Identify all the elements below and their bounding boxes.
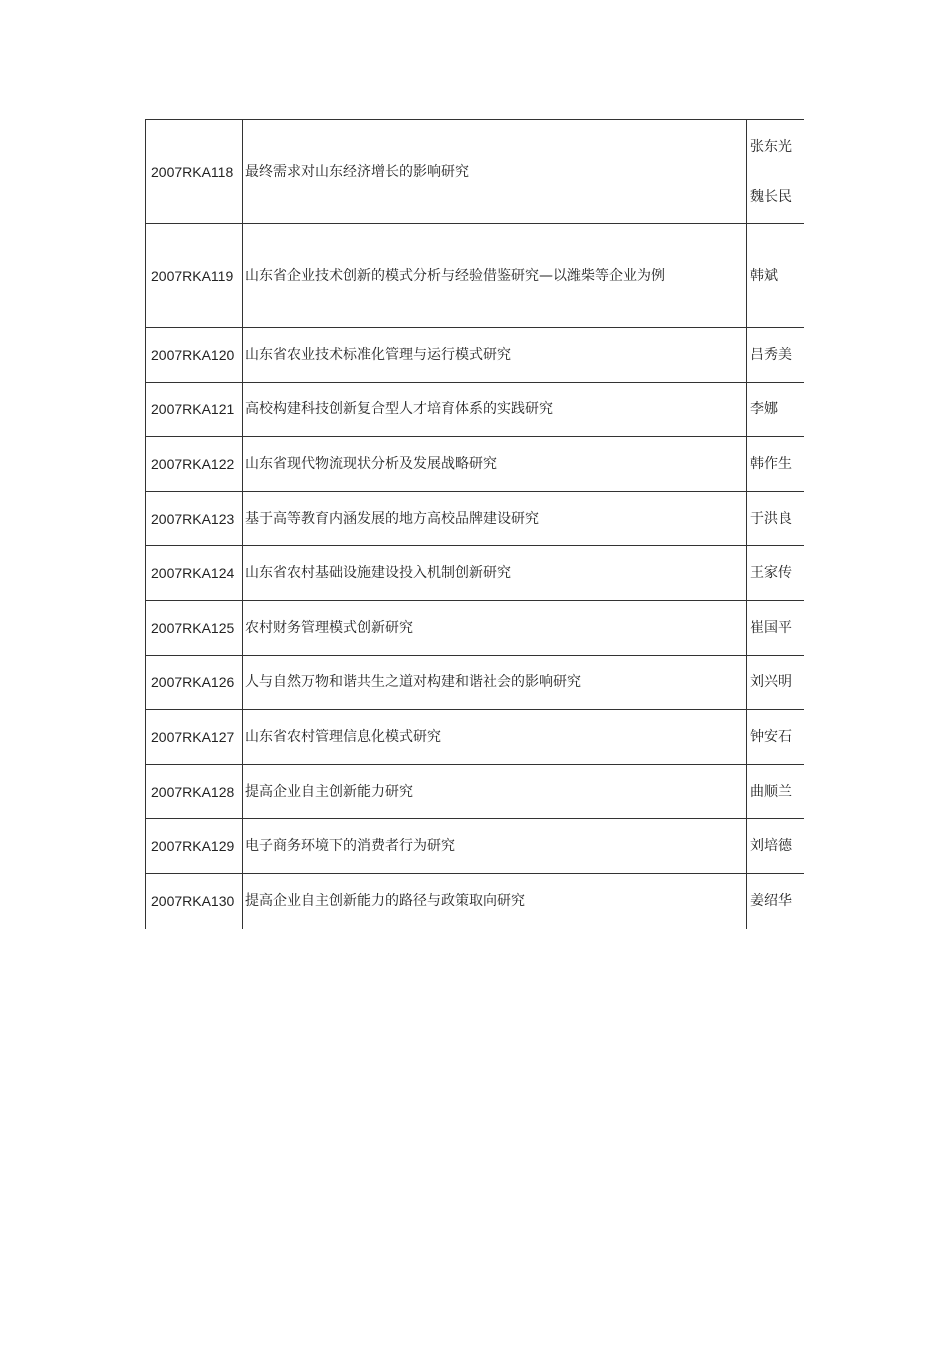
project-table [145, 119, 804, 929]
leader-name: 刘兴明 [750, 674, 792, 691]
table-row [145, 120, 804, 224]
project-code: 2007RKA125 [145, 601, 243, 655]
project-title: 人与自然万物和谐共生之道对构建和谐社会的影响研究 [243, 656, 747, 710]
project-title: 提高企业自主创新能力研究 [243, 765, 747, 819]
leader-name: 于洪良 [750, 510, 792, 527]
project-title: 山东省农村管理信息化模式研究 [243, 710, 747, 764]
leader-name: 钟安石 [750, 728, 792, 745]
table-row [145, 765, 804, 820]
project-code: 2007RKA126 [145, 656, 243, 710]
project-title: 农村财务管理模式创新研究 [243, 601, 747, 655]
project-title: 山东省现代物流现状分析及发展战略研究 [243, 437, 747, 491]
project-leader [747, 656, 804, 710]
project-title: 山东省农村基础设施建设投入机制创新研究 [243, 546, 747, 600]
leader-name: 李娜 [750, 401, 778, 418]
table-row [145, 874, 804, 929]
table-row [145, 492, 804, 547]
project-title: 提高企业自主创新能力的路径与政策取向研究 [243, 874, 747, 929]
project-title: 山东省农业技术标准化管理与运行模式研究 [243, 328, 747, 382]
project-code: 2007RKA128 [145, 765, 243, 819]
leader-name: 吕秀美 [750, 346, 792, 363]
project-leader [747, 328, 804, 382]
project-code: 2007RKA130 [145, 874, 243, 929]
table-row [145, 437, 804, 492]
project-leader [747, 383, 804, 437]
project-code: 2007RKA122 [145, 437, 243, 491]
project-code: 2007RKA119 [145, 224, 243, 327]
project-leader [747, 765, 804, 819]
project-code: 2007RKA120 [145, 328, 243, 382]
table-row [145, 224, 804, 328]
table-row [145, 546, 804, 601]
project-title: 电子商务环境下的消费者行为研究 [243, 819, 747, 873]
project-code: 2007RKA121 [145, 383, 243, 437]
table-row [145, 710, 804, 765]
project-title: 最终需求对山东经济增长的影响研究 [243, 120, 747, 223]
table-row [145, 656, 804, 711]
project-leader [747, 710, 804, 764]
project-title: 基于高等教育内涵发展的地方高校品牌建设研究 [243, 492, 747, 546]
project-leader [747, 546, 804, 600]
project-leader [747, 492, 804, 546]
project-leader [747, 874, 804, 929]
project-code: 2007RKA123 [145, 492, 243, 546]
leader-name: 刘培德 [750, 838, 792, 855]
table-row [145, 601, 804, 656]
project-title: 山东省企业技术创新的模式分析与经验借鉴研究—以潍柴等企业为例 [243, 224, 747, 327]
leader-name: 曲顺兰 [750, 783, 792, 800]
table-row [145, 819, 804, 874]
table-row [145, 383, 804, 438]
project-leader [747, 437, 804, 491]
project-code: 2007RKA129 [145, 819, 243, 873]
leader-name: 韩斌 [750, 267, 778, 284]
project-title: 高校构建科技创新复合型人才培育体系的实践研究 [243, 383, 747, 437]
project-leader [747, 819, 804, 873]
project-code: 2007RKA124 [145, 546, 243, 600]
leader-name: 崔国平 [750, 619, 792, 636]
leader-name: 魏长民 [750, 188, 792, 205]
project-leader [747, 120, 804, 223]
leader-name: 王家传 [750, 565, 792, 582]
project-code: 2007RKA118 [145, 120, 243, 223]
leader-name: 张东光 [750, 138, 792, 155]
project-leader [747, 224, 804, 327]
leader-name: 姜绍华 [750, 893, 792, 910]
project-code: 2007RKA127 [145, 710, 243, 764]
table-row [145, 328, 804, 383]
project-leader [747, 601, 804, 655]
leader-name: 韩作生 [750, 455, 792, 472]
